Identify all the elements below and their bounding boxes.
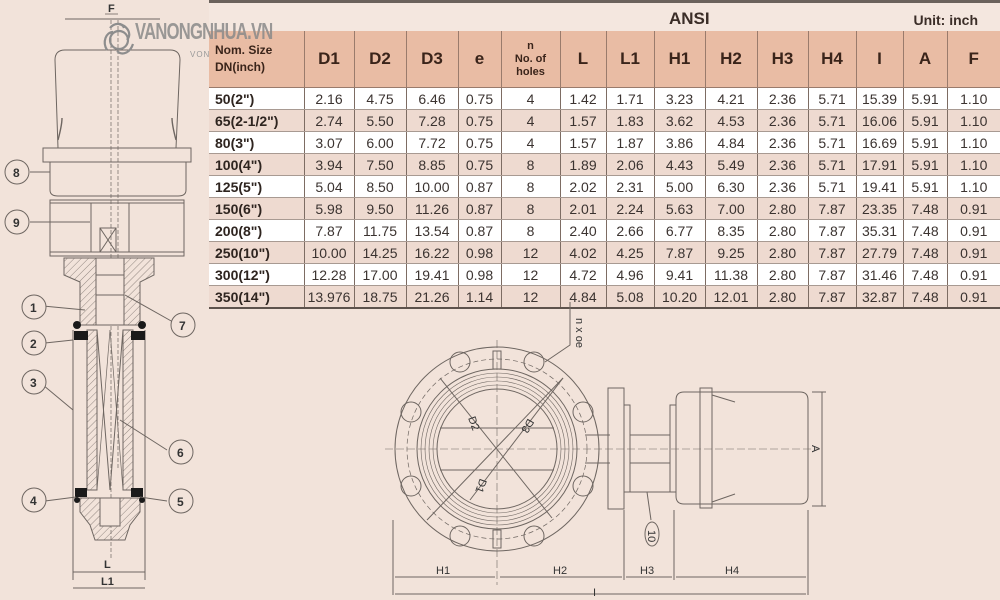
table-cell: 1.10 [947, 110, 1000, 132]
table-cell: 2.36 [757, 88, 808, 110]
table-cell: 2.80 [757, 286, 808, 309]
table-cell: 1.89 [560, 154, 606, 176]
table-cell: 16.69 [856, 132, 903, 154]
table-cell: 12 [501, 264, 560, 286]
table-cell: 1.87 [606, 132, 654, 154]
table-cell: 2.02 [560, 176, 606, 198]
table-cell: 16.06 [856, 110, 903, 132]
header-holes-line2: No. of [514, 52, 547, 65]
table-cell: 19.41 [856, 176, 903, 198]
header-f: F [947, 31, 1000, 88]
table-cell: 7.72 [406, 132, 458, 154]
table-row [209, 242, 1000, 264]
callout-8: 8 [13, 166, 20, 180]
table-cell: 7.48 [903, 242, 947, 264]
table-cell: 0.75 [458, 110, 501, 132]
table-row [209, 154, 1000, 176]
table-cell: 4.72 [560, 264, 606, 286]
cell-nominal-size: 350(14") [209, 286, 304, 309]
table-cell: 7.87 [808, 198, 856, 220]
table-cell: 7.48 [903, 198, 947, 220]
table-cell: 0.91 [947, 198, 1000, 220]
header-h1: H1 [654, 31, 705, 88]
table-cell: 7.48 [903, 220, 947, 242]
table-cell: 6.77 [654, 220, 705, 242]
table-cell: 7.00 [705, 198, 757, 220]
d2-label: D2 [465, 414, 482, 433]
table-cell: 0.98 [458, 242, 501, 264]
table-cell: 13.976 [304, 286, 354, 309]
table-cell: 11.26 [406, 198, 458, 220]
table-cell: 8 [501, 198, 560, 220]
table-cell: 8 [501, 220, 560, 242]
table-cell: 21.26 [406, 286, 458, 309]
table-cell: 1.71 [606, 88, 654, 110]
table-cell: 10.00 [406, 176, 458, 198]
table-cell: 0.87 [458, 198, 501, 220]
table-cell: 1.83 [606, 110, 654, 132]
table-cell: 9.25 [705, 242, 757, 264]
unit-label: Unit: inch [913, 12, 978, 28]
table-cell: 8.35 [705, 220, 757, 242]
header-e: e [458, 31, 501, 88]
table-cell: 14.25 [354, 242, 406, 264]
table-cell: 4.25 [606, 242, 654, 264]
table-row [209, 220, 1000, 242]
table-cell: 2.16 [304, 88, 354, 110]
cell-nominal-size: 50(2") [209, 88, 304, 110]
d1-label: D1 [472, 476, 489, 495]
watermark-logo-icon [100, 20, 138, 60]
a-label: A [809, 445, 821, 453]
cell-nominal-size: 200(8") [209, 220, 304, 242]
table-cell: 6.46 [406, 88, 458, 110]
callout-5: 5 [177, 495, 184, 509]
table-cell: 3.62 [654, 110, 705, 132]
table-cell: 4.75 [354, 88, 406, 110]
table-cell: 4.84 [560, 286, 606, 309]
table-cell: 8 [501, 176, 560, 198]
header-h2: H2 [705, 31, 757, 88]
table-cell: 1.10 [947, 154, 1000, 176]
table-cell: 0.75 [458, 154, 501, 176]
callout-3: 3 [30, 376, 37, 390]
table-cell: 10.00 [304, 242, 354, 264]
table-cell: 5.71 [808, 88, 856, 110]
table-row [209, 198, 1000, 220]
table-cell: 2.36 [757, 154, 808, 176]
header-h4: H4 [808, 31, 856, 88]
table-cell: 2.80 [757, 242, 808, 264]
table-cell: 1.57 [560, 110, 606, 132]
dim-f-label: F [108, 3, 115, 15]
table-cell: 4.84 [705, 132, 757, 154]
table-cell: 1.42 [560, 88, 606, 110]
table-cell: 27.79 [856, 242, 903, 264]
dimension-spec-table-panel [209, 0, 1000, 305]
callout-6: 6 [177, 446, 184, 460]
header-a: A [903, 31, 947, 88]
table-cell: 2.24 [606, 198, 654, 220]
header-d2: D2 [354, 31, 406, 88]
table-cell: 4.43 [654, 154, 705, 176]
table-cell: 8.85 [406, 154, 458, 176]
table-row [209, 264, 1000, 286]
table-cell: 0.87 [458, 176, 501, 198]
cell-nominal-size: 300(12") [209, 264, 304, 286]
h4-label: H4 [725, 565, 740, 577]
table-cell: 3.94 [304, 154, 354, 176]
h3-label: H3 [640, 565, 655, 577]
table-cell: 31.46 [856, 264, 903, 286]
table-cell: 5.04 [304, 176, 354, 198]
table-cell: 5.91 [903, 132, 947, 154]
table-cell: 7.50 [354, 154, 406, 176]
table-cell: 2.36 [757, 110, 808, 132]
table-cell: 0.91 [947, 264, 1000, 286]
table-cell: 5.71 [808, 110, 856, 132]
header-h3: H3 [757, 31, 808, 88]
table-cell: 12.28 [304, 264, 354, 286]
table-cell: 6.30 [705, 176, 757, 198]
dim-l1-label: L1 [101, 576, 114, 588]
spec-table [209, 31, 1000, 309]
table-cell: 4.02 [560, 242, 606, 264]
table-cell: 5.71 [808, 154, 856, 176]
table-cell: 2.80 [757, 198, 808, 220]
header-nom-size-line1: Nom. Size [215, 43, 273, 57]
cell-nominal-size: 125(5") [209, 176, 304, 198]
table-cell: 35.31 [856, 220, 903, 242]
table-row [209, 132, 1000, 154]
table-cell: 10.20 [654, 286, 705, 309]
header-nom-size-line2: DN(inch) [215, 60, 265, 74]
table-cell: 2.01 [560, 198, 606, 220]
table-cell: 16.22 [406, 242, 458, 264]
spec-title-row [209, 3, 1000, 31]
cell-nominal-size: 250(10") [209, 242, 304, 264]
table-cell: 3.86 [654, 132, 705, 154]
cell-nominal-size: 100(4") [209, 154, 304, 176]
table-cell: 0.91 [947, 242, 1000, 264]
table-cell: 5.08 [606, 286, 654, 309]
table-cell: 0.91 [947, 286, 1000, 309]
i-label: I [593, 587, 597, 599]
table-cell: 4 [501, 110, 560, 132]
cell-nominal-size: 150(6") [209, 198, 304, 220]
callout-1: 1 [30, 301, 37, 315]
table-cell: 11.75 [354, 220, 406, 242]
table-cell: 7.87 [654, 242, 705, 264]
table-cell: 7.87 [808, 264, 856, 286]
table-cell: 1.14 [458, 286, 501, 309]
table-cell: 1.10 [947, 176, 1000, 198]
cell-nominal-size: 80(3") [209, 132, 304, 154]
table-cell: 9.50 [354, 198, 406, 220]
cell-nominal-size: 65(2-1/2") [209, 110, 304, 132]
table-row [209, 110, 1000, 132]
table-cell: 7.28 [406, 110, 458, 132]
front-view-drawing [370, 300, 840, 600]
side-section-drawing [0, 0, 210, 600]
table-cell: 2.80 [757, 220, 808, 242]
table-cell: 3.07 [304, 132, 354, 154]
table-cell: 17.91 [856, 154, 903, 176]
h2-label: H2 [553, 565, 568, 577]
table-header-row [209, 31, 1000, 88]
table-cell: 7.87 [808, 286, 856, 309]
table-cell: 1.10 [947, 88, 1000, 110]
table-row [209, 88, 1000, 110]
table-cell: 2.36 [757, 176, 808, 198]
table-cell: 5.50 [354, 110, 406, 132]
table-cell: 4.53 [705, 110, 757, 132]
table-cell: 6.00 [354, 132, 406, 154]
table-cell: 0.75 [458, 132, 501, 154]
header-holes-line3: holes [516, 65, 545, 78]
table-cell: 3.23 [654, 88, 705, 110]
table-cell: 7.87 [808, 220, 856, 242]
table-cell: 4 [501, 132, 560, 154]
table-cell: 5.91 [903, 88, 947, 110]
header-holes-n: n [527, 39, 534, 52]
header-l: L [560, 31, 606, 88]
table-cell: 7.87 [808, 242, 856, 264]
callout-10: 10 [645, 530, 657, 543]
table-cell: 5.49 [705, 154, 757, 176]
table-cell: 1.10 [947, 132, 1000, 154]
header-i: I [856, 31, 903, 88]
holes-label: n x oe [573, 318, 585, 348]
table-cell: 11.38 [705, 264, 757, 286]
header-d1: D1 [304, 31, 354, 88]
h1-label: H1 [436, 565, 451, 577]
table-cell: 7.48 [903, 286, 947, 309]
table-body [209, 88, 1000, 309]
table-cell: 2.66 [606, 220, 654, 242]
table-cell: 2.36 [757, 132, 808, 154]
table-cell: 12 [501, 242, 560, 264]
header-l1: L1 [606, 31, 654, 88]
table-cell: 4.96 [606, 264, 654, 286]
table-cell: 5.00 [654, 176, 705, 198]
table-cell: 2.31 [606, 176, 654, 198]
callout-4: 4 [30, 494, 37, 508]
d3-label: D3 [518, 416, 536, 435]
table-cell: 5.91 [903, 176, 947, 198]
header-holes [501, 31, 560, 88]
table-cell: 9.41 [654, 264, 705, 286]
table-cell: 32.87 [856, 286, 903, 309]
table-cell: 18.75 [354, 286, 406, 309]
watermark-subtext: VON [190, 50, 211, 59]
table-cell: 2.80 [757, 264, 808, 286]
table-cell: 5.63 [654, 198, 705, 220]
callout-2: 2 [30, 337, 37, 351]
table-cell: 2.40 [560, 220, 606, 242]
table-cell: 19.41 [406, 264, 458, 286]
dim-l-label: L [104, 559, 111, 571]
watermark-text: VANONGNHUA.VN [135, 18, 273, 44]
table-cell: 17.00 [354, 264, 406, 286]
table-cell: 23.35 [856, 198, 903, 220]
table-cell: 7.87 [304, 220, 354, 242]
header-d3: D3 [406, 31, 458, 88]
table-cell: 5.98 [304, 198, 354, 220]
table-row [209, 176, 1000, 198]
callout-9: 9 [13, 216, 20, 230]
table-cell: 2.74 [304, 110, 354, 132]
table-cell: 12 [501, 286, 560, 309]
table-cell: 12.01 [705, 286, 757, 309]
table-cell: 7.48 [903, 264, 947, 286]
table-cell: 4 [501, 88, 560, 110]
table-cell: 0.98 [458, 264, 501, 286]
table-cell: 5.71 [808, 176, 856, 198]
table-cell: 8.50 [354, 176, 406, 198]
table-cell: 1.57 [560, 132, 606, 154]
table-cell: 0.87 [458, 220, 501, 242]
table-cell: 5.91 [903, 110, 947, 132]
table-cell: 13.54 [406, 220, 458, 242]
table-cell: 0.91 [947, 220, 1000, 242]
callout-7: 7 [179, 319, 186, 333]
table-cell: 4.21 [705, 88, 757, 110]
table-cell: 5.71 [808, 132, 856, 154]
table-cell: 5.91 [903, 154, 947, 176]
table-cell: 0.75 [458, 88, 501, 110]
table-cell: 2.06 [606, 154, 654, 176]
table-cell: 15.39 [856, 88, 903, 110]
table-cell: 8 [501, 154, 560, 176]
standard-label: ANSI [669, 9, 710, 28]
